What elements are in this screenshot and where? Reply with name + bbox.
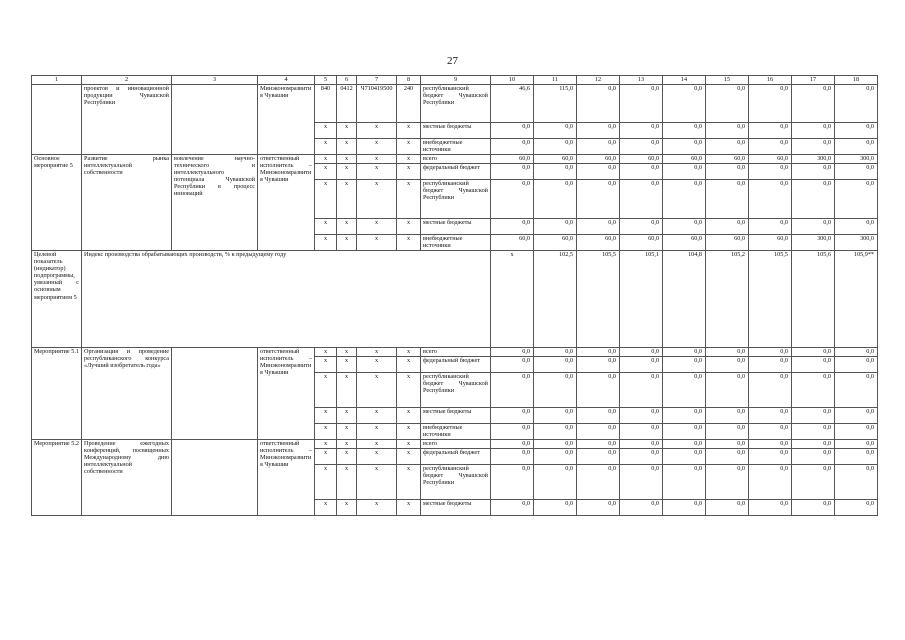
value-cell: 0,0 <box>491 357 534 373</box>
value-cell: 0,0 <box>534 500 577 516</box>
budget-code-cell: x <box>337 373 357 408</box>
column-number: 16 <box>749 76 792 85</box>
value-cell: 0,0 <box>792 123 835 139</box>
value-cell: 0,0 <box>749 85 792 123</box>
value-cell: 0,0 <box>792 465 835 500</box>
indicator-value-cell: 105,6 <box>792 251 835 348</box>
value-cell: 0,0 <box>706 500 749 516</box>
budget-code-cell: x <box>357 180 397 219</box>
value-cell: 0,0 <box>835 449 878 465</box>
value-cell: 0,0 <box>835 424 878 440</box>
budget-code-cell: x <box>397 139 421 155</box>
value-cell: 0,0 <box>706 180 749 219</box>
column-number: 5 <box>315 76 337 85</box>
value-cell: 0,0 <box>534 373 577 408</box>
funding-source-cell: внебюджетные источники <box>421 235 491 251</box>
value-cell: 0,0 <box>534 164 577 180</box>
value-cell: 0,0 <box>663 357 706 373</box>
value-cell: 0,0 <box>534 139 577 155</box>
value-cell: 0,0 <box>663 139 706 155</box>
funding-source-cell: федеральный бюджет <box>421 449 491 465</box>
value-cell: 0,0 <box>706 465 749 500</box>
value-cell: 0,0 <box>792 500 835 516</box>
value-cell: 60,0 <box>620 235 663 251</box>
column-number: 7 <box>357 76 397 85</box>
budget-code-cell: x <box>337 357 357 373</box>
value-cell: 0,0 <box>749 357 792 373</box>
value-cell: 0,0 <box>663 123 706 139</box>
value-cell: 60,0 <box>749 155 792 164</box>
budget-code-cell: x <box>357 449 397 465</box>
goal-cell <box>172 440 258 516</box>
value-cell: 60,0 <box>706 235 749 251</box>
indicator-value-cell: 105,5 <box>577 251 620 348</box>
value-cell: 0,0 <box>792 408 835 424</box>
value-cell: 0,0 <box>577 139 620 155</box>
responsible-cell: Минэкономразвития Чувашии <box>258 85 315 155</box>
event-type-cell <box>32 85 82 155</box>
value-cell: 0,0 <box>534 440 577 449</box>
value-cell: 0,0 <box>534 465 577 500</box>
value-cell: 0,0 <box>749 164 792 180</box>
value-cell: 0,0 <box>491 164 534 180</box>
value-cell: 300,0 <box>835 235 878 251</box>
value-cell: 0,0 <box>663 348 706 357</box>
funding-source-cell: местные бюджеты <box>421 123 491 139</box>
value-cell: 0,0 <box>491 449 534 465</box>
budget-code-cell: x <box>397 357 421 373</box>
event-type-cell: Мероприятие 5.2 <box>32 440 82 516</box>
budget-code-cell: Ч710419500 <box>357 85 397 123</box>
value-cell: 0,0 <box>835 164 878 180</box>
event-type-cell: Основное мероприятие 5 <box>32 155 82 251</box>
value-cell: 0,0 <box>577 449 620 465</box>
value-cell: 0,0 <box>749 180 792 219</box>
value-cell: 0,0 <box>835 219 878 235</box>
value-cell: 0,0 <box>706 164 749 180</box>
budget-code-cell: x <box>315 180 337 219</box>
budget-code-cell: x <box>397 500 421 516</box>
indicator-value-cell: 104,8 <box>663 251 706 348</box>
value-cell: 0,0 <box>620 123 663 139</box>
value-cell: 0,0 <box>534 449 577 465</box>
responsible-cell: ответственный исполнитель – Минэкономразвития Чувашии <box>258 440 315 516</box>
budget-code-cell: x <box>315 139 337 155</box>
value-cell: 60,0 <box>491 235 534 251</box>
column-number: 10 <box>491 76 534 85</box>
value-cell: 0,0 <box>620 348 663 357</box>
value-cell: 0,0 <box>663 85 706 123</box>
value-cell: 0,0 <box>749 440 792 449</box>
value-cell: 0,0 <box>577 123 620 139</box>
value-cell: 60,0 <box>620 155 663 164</box>
value-cell: 115,0 <box>534 85 577 123</box>
value-cell: 0,0 <box>706 408 749 424</box>
funding-source-cell: местные бюджеты <box>421 408 491 424</box>
budget-code-cell: x <box>397 449 421 465</box>
value-cell: 0,0 <box>534 424 577 440</box>
event-name-cell: проектов и инновационной продукции Чувашской Республики <box>82 85 172 155</box>
funding-source-cell: внебюджетные источники <box>421 424 491 440</box>
value-cell: 0,0 <box>835 85 878 123</box>
value-cell: 0,0 <box>620 164 663 180</box>
budget-code-cell: x <box>397 123 421 139</box>
funding-source-cell: всего <box>421 155 491 164</box>
value-cell: 0,0 <box>792 85 835 123</box>
value-cell: 300,0 <box>835 155 878 164</box>
budget-code-cell: x <box>315 500 337 516</box>
budget-code-cell: x <box>397 155 421 164</box>
value-cell: 0,0 <box>835 373 878 408</box>
column-number: 15 <box>706 76 749 85</box>
value-cell: 0,0 <box>577 219 620 235</box>
budget-code-cell: x <box>337 408 357 424</box>
value-cell: 0,0 <box>491 219 534 235</box>
funding-source-cell: местные бюджеты <box>421 500 491 516</box>
value-cell: 0,0 <box>749 123 792 139</box>
responsible-cell: ответственный исполнитель – Минэкономразвития Чувашии <box>258 348 315 440</box>
budget-code-cell: x <box>397 348 421 357</box>
budget-code-cell: x <box>357 164 397 180</box>
funding-source-cell: республиканский бюджет Чувашской Республики <box>421 465 491 500</box>
column-number: 17 <box>792 76 835 85</box>
value-cell: 0,0 <box>706 219 749 235</box>
value-cell: 0,0 <box>749 500 792 516</box>
budget-code-cell: x <box>315 219 337 235</box>
budget-code-cell: x <box>315 155 337 164</box>
value-cell: 0,0 <box>749 449 792 465</box>
budget-code-cell: x <box>337 500 357 516</box>
value-cell: 0,0 <box>663 408 706 424</box>
column-number: 13 <box>620 76 663 85</box>
value-cell: 0,0 <box>491 139 534 155</box>
value-cell: 60,0 <box>534 155 577 164</box>
value-cell: 0,0 <box>835 440 878 449</box>
budget-code-cell: x <box>397 373 421 408</box>
budget-code-cell: 840 <box>315 85 337 123</box>
event-name-cell: Организация и проведение республиканского конкурса «Лучший изобретатель года» <box>82 348 172 440</box>
value-cell: 0,0 <box>620 449 663 465</box>
value-cell: 0,0 <box>706 373 749 408</box>
budget-code-cell: x <box>357 373 397 408</box>
value-cell: 60,0 <box>534 235 577 251</box>
budget-code-cell: x <box>337 348 357 357</box>
budget-code-cell: x <box>315 123 337 139</box>
value-cell: 0,0 <box>792 440 835 449</box>
value-cell: 0,0 <box>835 500 878 516</box>
goal-cell <box>172 85 258 155</box>
value-cell: 0,0 <box>491 424 534 440</box>
value-cell: 0,0 <box>663 500 706 516</box>
budget-code-cell: x <box>397 424 421 440</box>
value-cell: 0,0 <box>835 139 878 155</box>
value-cell: 0,0 <box>663 373 706 408</box>
budget-code-cell: x <box>337 219 357 235</box>
funding-source-cell: всего <box>421 348 491 357</box>
budget-code-cell: x <box>357 500 397 516</box>
value-cell: 0,0 <box>663 180 706 219</box>
column-number: 9 <box>421 76 491 85</box>
value-cell: 0,0 <box>663 449 706 465</box>
budget-code-cell: 0412 <box>337 85 357 123</box>
column-number: 4 <box>258 76 315 85</box>
funding-source-cell: федеральный бюджет <box>421 357 491 373</box>
value-cell: 0,0 <box>792 449 835 465</box>
budget-code-cell: x <box>357 139 397 155</box>
value-cell: 0,0 <box>792 139 835 155</box>
program-table <box>31 75 878 516</box>
value-cell: 0,0 <box>749 465 792 500</box>
budget-code-cell: x <box>357 440 397 449</box>
value-cell: 0,0 <box>620 139 663 155</box>
funding-source-cell: республиканский бюджет Чувашской Республики <box>421 85 491 123</box>
budget-code-cell: x <box>357 155 397 164</box>
value-cell: 0,0 <box>706 348 749 357</box>
goal-cell: вовлечение научно-технического и интеллектуального потенциала Чувашской Республики в процесс инноваций <box>172 155 258 251</box>
indicator-text-cell: Индекс производства обрабатывающих производств, % к предыдущему году <box>82 251 491 348</box>
value-cell: 0,0 <box>792 219 835 235</box>
value-cell: 60,0 <box>706 155 749 164</box>
value-cell: 0,0 <box>577 373 620 408</box>
value-cell: 0,0 <box>620 180 663 219</box>
value-cell: 0,0 <box>534 219 577 235</box>
budget-code-cell: x <box>337 123 357 139</box>
value-cell: 0,0 <box>534 180 577 219</box>
funding-source-cell: республиканский бюджет Чувашской Республики <box>421 180 491 219</box>
value-cell: 60,0 <box>577 235 620 251</box>
value-cell: 0,0 <box>620 373 663 408</box>
value-cell: 0,0 <box>534 348 577 357</box>
budget-code-cell: x <box>337 155 357 164</box>
indicator-label-cell: Целевой показатель (индикатор) подпрограммы, увязанный с основным мероприятием 5 <box>32 251 82 348</box>
value-cell: 0,0 <box>706 357 749 373</box>
funding-source-cell: всего <box>421 440 491 449</box>
value-cell: 0,0 <box>835 408 878 424</box>
value-cell: 0,0 <box>491 408 534 424</box>
value-cell: 0,0 <box>491 373 534 408</box>
value-cell: 0,0 <box>792 357 835 373</box>
value-cell: 0,0 <box>620 357 663 373</box>
value-cell: 0,0 <box>792 180 835 219</box>
column-number: 2 <box>82 76 172 85</box>
column-number: 12 <box>577 76 620 85</box>
value-cell: 0,0 <box>663 219 706 235</box>
funding-source-cell: республиканский бюджет Чувашской Республики <box>421 373 491 408</box>
budget-code-cell: x <box>315 424 337 440</box>
budget-code-cell: x <box>357 219 397 235</box>
value-cell: 0,0 <box>835 180 878 219</box>
value-cell: 0,0 <box>749 139 792 155</box>
value-cell: 0,0 <box>663 164 706 180</box>
value-cell: 0,0 <box>706 139 749 155</box>
budget-code-cell: x <box>357 465 397 500</box>
budget-code-cell: x <box>357 408 397 424</box>
value-cell: 60,0 <box>491 155 534 164</box>
value-cell: 0,0 <box>577 348 620 357</box>
value-cell: 60,0 <box>663 235 706 251</box>
value-cell: 0,0 <box>577 424 620 440</box>
column-number: 8 <box>397 76 421 85</box>
value-cell: 0,0 <box>620 465 663 500</box>
value-cell: 0,0 <box>706 440 749 449</box>
responsible-cell: ответственный исполнитель – Минэкономразвития Чувашии <box>258 155 315 251</box>
budget-code-cell: x <box>397 440 421 449</box>
value-cell: 0,0 <box>577 85 620 123</box>
indicator-value-cell: 105,1 <box>620 251 663 348</box>
budget-code-cell: x <box>337 180 357 219</box>
budget-code-cell: x <box>397 235 421 251</box>
value-cell: 0,0 <box>534 408 577 424</box>
budget-code-cell: x <box>315 465 337 500</box>
value-cell: 0,0 <box>792 424 835 440</box>
value-cell: 0,0 <box>491 348 534 357</box>
value-cell: 0,0 <box>792 164 835 180</box>
budget-code-cell: x <box>337 440 357 449</box>
value-cell: 0,0 <box>577 180 620 219</box>
funding-source-cell: федеральный бюджет <box>421 164 491 180</box>
value-cell: 0,0 <box>577 408 620 424</box>
value-cell: 0,0 <box>749 348 792 357</box>
value-cell: 0,0 <box>749 373 792 408</box>
column-number: 6 <box>337 76 357 85</box>
budget-code-cell: x <box>315 357 337 373</box>
value-cell: 0,0 <box>491 123 534 139</box>
value-cell: 0,0 <box>792 373 835 408</box>
indicator-value-cell: 102,5 <box>534 251 577 348</box>
value-cell: 0,0 <box>491 180 534 219</box>
value-cell: 0,0 <box>534 123 577 139</box>
value-cell: 0,0 <box>491 440 534 449</box>
value-cell: 0,0 <box>491 465 534 500</box>
budget-code-cell: x <box>337 139 357 155</box>
value-cell: 0,0 <box>620 424 663 440</box>
value-cell: 0,0 <box>620 440 663 449</box>
value-cell: 0,0 <box>577 164 620 180</box>
funding-source-cell: местные бюджеты <box>421 219 491 235</box>
goal-cell <box>172 348 258 440</box>
budget-code-cell: x <box>315 164 337 180</box>
value-cell: 0,0 <box>835 465 878 500</box>
table-row <box>32 348 878 357</box>
value-cell: 0,0 <box>706 123 749 139</box>
budget-code-cell: x <box>315 235 337 251</box>
value-cell: 0,0 <box>706 424 749 440</box>
value-cell: 0,0 <box>706 449 749 465</box>
budget-code-cell: x <box>397 465 421 500</box>
value-cell: 0,0 <box>577 465 620 500</box>
value-cell: 300,0 <box>792 235 835 251</box>
value-cell: 0,0 <box>835 348 878 357</box>
column-number: 3 <box>172 76 258 85</box>
header-row <box>32 76 878 85</box>
budget-code-cell: x <box>357 235 397 251</box>
event-type-cell: Мероприятие 5.1 <box>32 348 82 440</box>
budget-code-cell: x <box>357 123 397 139</box>
value-cell: 0,0 <box>620 85 663 123</box>
budget-code-cell: x <box>397 219 421 235</box>
table-row <box>32 155 878 164</box>
value-cell: 0,0 <box>663 465 706 500</box>
value-cell: 0,0 <box>792 348 835 357</box>
value-cell: 0,0 <box>835 123 878 139</box>
value-cell: 0,0 <box>706 85 749 123</box>
value-cell: 0,0 <box>620 500 663 516</box>
page-number: 27 <box>447 55 458 67</box>
indicator-value-cell: 105,2 <box>706 251 749 348</box>
budget-code-cell: x <box>337 449 357 465</box>
column-number: 11 <box>534 76 577 85</box>
budget-code-cell: x <box>357 424 397 440</box>
budget-code-cell: x <box>315 440 337 449</box>
value-cell: 300,0 <box>792 155 835 164</box>
value-cell: 0,0 <box>663 440 706 449</box>
column-number: 1 <box>32 76 82 85</box>
column-number: 14 <box>663 76 706 85</box>
value-cell: 60,0 <box>577 155 620 164</box>
budget-code-cell: x <box>357 357 397 373</box>
column-number: 18 <box>835 76 878 85</box>
budget-code-cell: x <box>397 164 421 180</box>
value-cell: 0,0 <box>749 424 792 440</box>
value-cell: 0,0 <box>620 408 663 424</box>
event-name-cell: Проведение ежегодных конференций, посвященных Международному дню интеллектуальной собственности <box>82 440 172 516</box>
indicator-value-cell: 105,9** <box>835 251 878 348</box>
funding-source-cell: внебюджетные источники <box>421 139 491 155</box>
value-cell: 0,0 <box>491 500 534 516</box>
value-cell: 0,0 <box>749 408 792 424</box>
budget-code-cell: x <box>397 408 421 424</box>
budget-code-cell: x <box>357 348 397 357</box>
budget-code-cell: x <box>397 180 421 219</box>
budget-code-cell: x <box>337 164 357 180</box>
budget-code-cell: x <box>315 408 337 424</box>
value-cell: 0,0 <box>749 219 792 235</box>
table-row <box>32 85 878 123</box>
value-cell: 60,0 <box>663 155 706 164</box>
budget-code-cell: x <box>337 424 357 440</box>
value-cell: 0,0 <box>620 219 663 235</box>
indicator-row <box>32 251 878 348</box>
value-cell: 0,0 <box>663 424 706 440</box>
value-cell: 0,0 <box>534 357 577 373</box>
budget-code-cell: x <box>315 348 337 357</box>
value-cell: 0,0 <box>577 440 620 449</box>
budget-code-cell: x <box>337 465 357 500</box>
value-cell: 0,0 <box>577 500 620 516</box>
value-cell: 0,0 <box>577 357 620 373</box>
budget-code-cell: 240 <box>397 85 421 123</box>
event-name-cell: Развитие рынка интеллектуальной собственности <box>82 155 172 251</box>
budget-code-cell: x <box>337 235 357 251</box>
budget-code-cell: x <box>315 449 337 465</box>
table-row <box>32 440 878 449</box>
indicator-value-cell: 105,5 <box>749 251 792 348</box>
value-cell: 60,0 <box>749 235 792 251</box>
indicator-x-cell: x <box>491 251 534 348</box>
value-cell: 0,0 <box>835 357 878 373</box>
budget-code-cell: x <box>315 373 337 408</box>
value-cell: 46,6 <box>491 85 534 123</box>
